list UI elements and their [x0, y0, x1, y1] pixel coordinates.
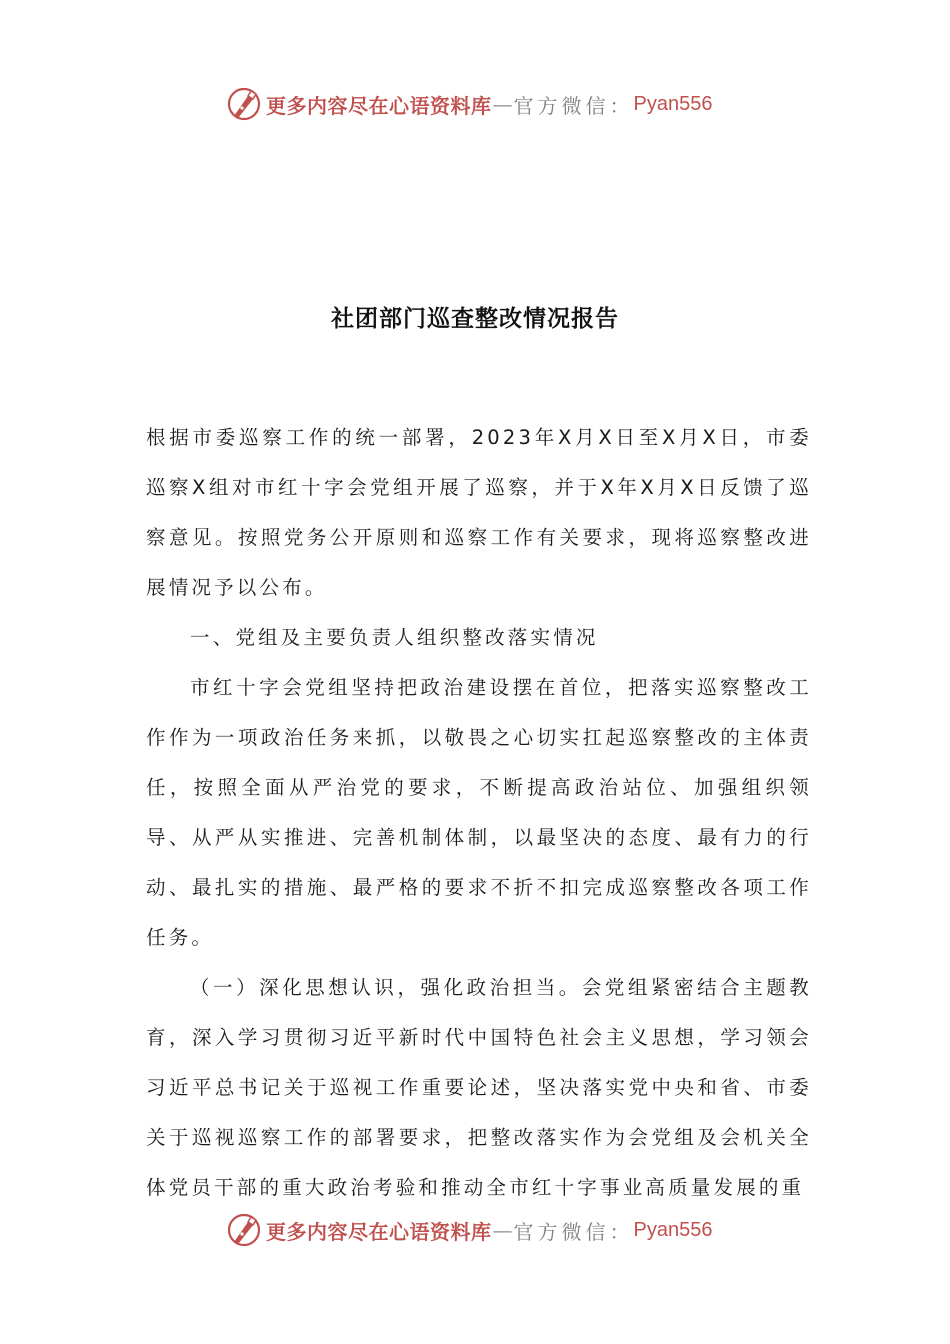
watermark-site-text: 更多内容尽在心语资料库	[266, 1219, 492, 1244]
section-heading: 一、党组及主要负责人组织整改落实情况	[190, 626, 599, 649]
pen-nib-circle-icon	[226, 86, 262, 122]
watermark-separator: —	[492, 92, 513, 116]
watermark-site-text: 更多内容尽在心语资料库	[266, 93, 492, 118]
paragraph-subsection-1: （一）深化思想认识，强化政治担当。会党组紧密结合主题教育，深入学习贯彻习近平新时代中国特色社会主义思想，学习领会习近平总书记关于巡视工作重要论述，坚决落实党中央和省、市委关于巡视巡察工作的部署要求，把整改落实作为会党组及会机关全体党员干部的重大政治考验和推动全市红十字事业高质量发展的重	[146, 976, 812, 1199]
watermark-wechat-id: Pyan556	[633, 1218, 713, 1241]
paragraph-overview: 市红十字会党组坚持把政治建设摆在首位，把落实巡察整改工作作为一项政治任务来抓，以敬畏之心切实扛起巡察整改的主体责任，按照全面从严治党的要求，不断提高政治站位、加强组织领导、从严从实推进、完善机制体制，以最坚决的态度、最有力的行动、最扎实的措施、最严格的要求不折不扣完成巡察整改各项工作任务。	[146, 676, 812, 949]
document-title: 社团部门巡查整改情况报告	[331, 305, 619, 332]
document-body	[146, 413, 812, 1213]
watermark-wechat-label: 官方微信：	[513, 1219, 634, 1244]
watermark-banner-top	[226, 86, 712, 122]
watermark-wechat-label: 官方微信：	[513, 93, 634, 118]
watermark-wechat-id: Pyan556	[633, 92, 713, 115]
paragraph-intro: 根据市委巡察工作的统一部署，2023年X月X日至X月X日，市委巡察X组对市红十字会党组开展了巡察，并于X年X月X日反馈了巡察意见。按照党务公开原则和巡察工作有关要求，现将巡察整改进展情况予以公布。	[146, 426, 812, 599]
watermark-separator: —	[492, 1218, 513, 1242]
pen-nib-circle-icon	[226, 1212, 262, 1248]
watermark-banner-bottom	[226, 1212, 712, 1248]
